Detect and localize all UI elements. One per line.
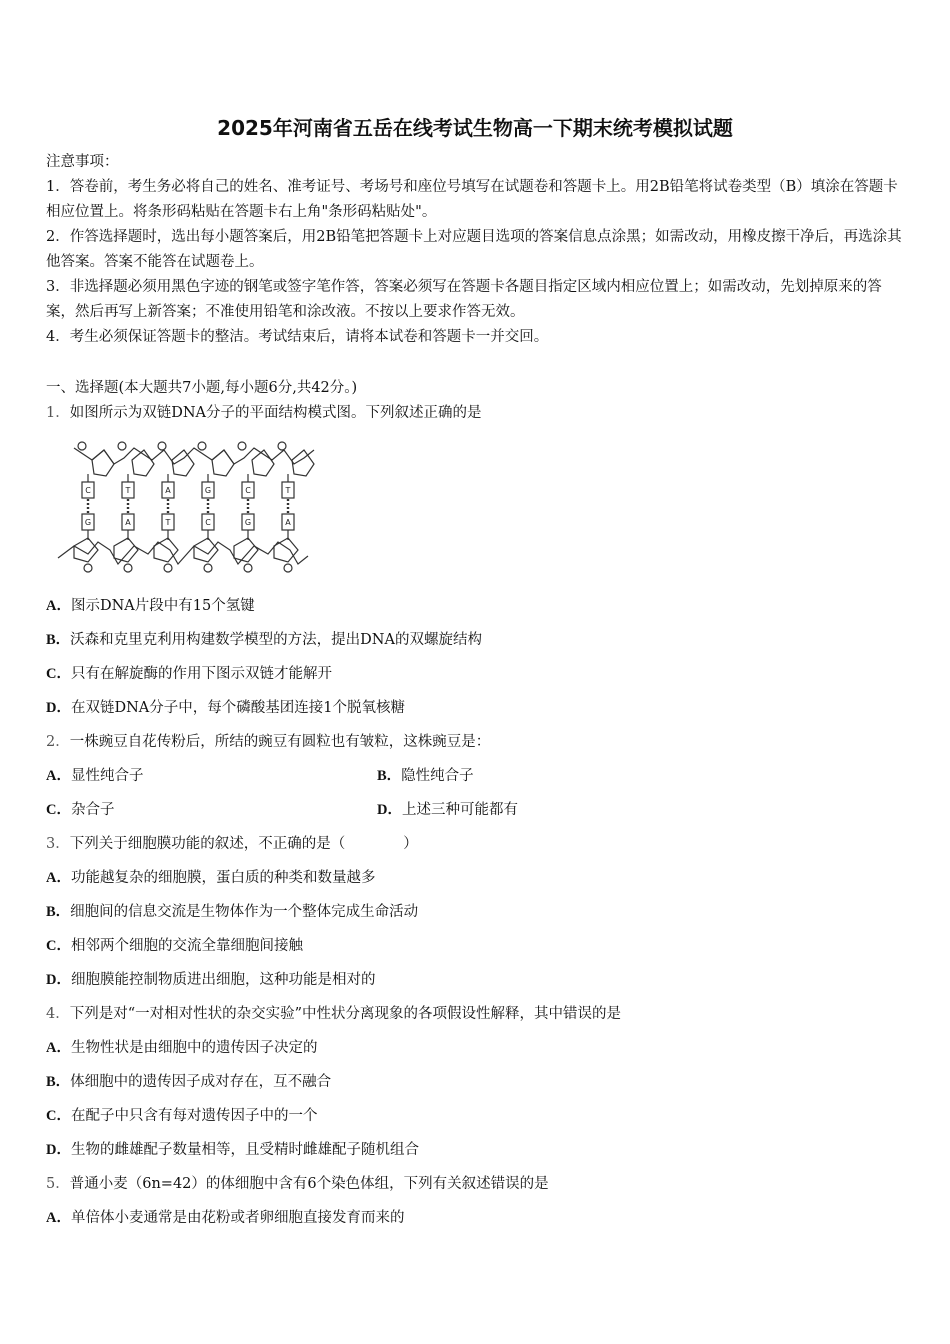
question-number: 1．	[46, 405, 70, 421]
dna-structure-diagram	[52, 438, 322, 576]
base-letter: T	[165, 518, 171, 527]
option: C．只有在解旋酶的作用下图示双链才能解开	[46, 666, 332, 682]
sugar-bottom	[194, 538, 218, 562]
phosphate-circle	[84, 564, 92, 572]
option: D．细胞膜能控制物质进出细胞，这种功能是相对的	[46, 972, 376, 988]
question-number: 4．	[46, 1006, 70, 1022]
phosphate-circle	[164, 564, 172, 572]
base-letter: G	[84, 518, 92, 527]
top-backbone	[74, 448, 314, 464]
question-2	[46, 730, 490, 751]
base-letter: T	[285, 486, 291, 495]
phosphate-circle	[244, 564, 252, 572]
option: C．杂合子	[46, 802, 115, 818]
base-letter: G	[244, 518, 252, 527]
section-heading: 一、选择题(本大题共7小题,每小题6分,共42分。)	[46, 380, 358, 396]
option: A．生物性状是由细胞中的遗传因子决定的	[46, 1040, 318, 1056]
base-letter: C	[205, 518, 211, 527]
sugar-top	[212, 450, 234, 476]
question-number: 5．	[46, 1176, 70, 1192]
notice-item: 4．考生必须保证答题卡的整洁。考试结束后，请将本试卷和答题卡一并交回。	[46, 329, 549, 345]
option: A．显性纯合子	[46, 768, 144, 784]
question-stem: 一株豌豆自花传粉后，所结的豌豆有圆粒也有皱粒，这株豌豆是：	[69, 734, 491, 750]
phosphate-circle	[198, 442, 206, 450]
phosphate-circle	[158, 442, 166, 450]
question-number: 3．	[46, 836, 70, 852]
question-stem: 下列关于细胞膜功能的叙述，不正确的是（ ）	[69, 836, 418, 852]
notice-item: 1．答卷前，考生务必将自己的姓名、准考证号、考场号和座位号填写在试题卷和答题卡上。用2B铅笔将试卷类型（B）填涂在答题卡相应位置上。将条形码粘贴在答题卡右上角"条形码粘贴处"。	[46, 179, 898, 220]
page-title: 2025年河南省五岳在线考试生物高一下期末统考模拟试题	[217, 116, 733, 140]
phosphate-circle	[278, 442, 286, 450]
sugar-bottom	[114, 538, 138, 562]
sugar-bottom	[234, 538, 258, 562]
question-5	[46, 1172, 549, 1193]
base-letter: G	[204, 486, 212, 495]
option: C．在配子中只含有每对遗传因子中的一个	[46, 1108, 318, 1124]
option: C．相邻两个细胞的交流全靠细胞间接触	[46, 938, 303, 954]
option: D．生物的雌雄配子数量相等，且受精时雌雄配子随机组合	[46, 1142, 419, 1158]
notice-item: 3．非选择题必须用黑色字迹的钢笔或签字笔作答，答案必须写在答题卡各题目指定区域内相应位置上；如需改动，先划掉原来的答案，然后再写上新答案；不准使用铅笔和涂改液。不按以上要求作答无效。	[46, 279, 882, 320]
notice-heading: 注意事项：	[46, 154, 119, 170]
sugar-top	[92, 450, 114, 476]
option: A．单倍体小麦通常是由花粉或者卵细胞直接发育而来的	[46, 1210, 405, 1226]
option: A．图示DNA片段中有15个氢键	[46, 598, 255, 614]
phosphate-circle	[238, 442, 246, 450]
phosphate-circle	[284, 564, 292, 572]
base-letter: A	[285, 518, 291, 527]
sugar-bottom	[74, 538, 98, 562]
option: B．体细胞中的遗传因子成对存在，互不融合	[46, 1074, 332, 1090]
notice-block	[46, 150, 908, 350]
base-letter: C	[245, 486, 251, 495]
base-letter: T	[125, 486, 131, 495]
phosphate-circle	[204, 564, 212, 572]
question-stem: 普通小麦（6n=42）的体细胞中含有6个染色体组，下列有关叙述错误的是	[69, 1176, 549, 1192]
question-4	[46, 1002, 621, 1023]
option: D．在双链DNA分子中，每个磷酸基团连接1个脱氧核糖	[46, 700, 405, 716]
question-number: 2．	[46, 734, 70, 750]
option: B．沃森和克里克利用构建数学模型的方法，提出DNA的双螺旋结构	[46, 632, 482, 648]
option: B．细胞间的信息交流是生物体作为一个整体完成生命活动	[46, 904, 419, 920]
base-letter: A	[125, 518, 131, 527]
notice-item: 2．作答选择题时，选出每小题答案后，用2B铅笔把答题卡上对应题目选项的答案信息点涂黑；如需改动，用橡皮擦干净后，再选涂其他答案。答案不能答在试题卷上。	[46, 229, 902, 270]
question-stem: 下列是对“一对相对性状的杂交实验”中性状分离现象的各项假设性解释，其中错误的是	[69, 1006, 622, 1022]
question-3	[46, 832, 418, 853]
option: B．隐性纯合子	[377, 768, 474, 784]
phosphate-circle	[124, 564, 132, 572]
base-letter: C	[85, 486, 91, 495]
phosphate-circle	[118, 442, 126, 450]
phosphate-circle	[78, 442, 86, 450]
option: A．功能越复杂的细胞膜，蛋白质的种类和数量越多	[46, 870, 376, 886]
question-stem: 如图所示为双链DNA分子的平面结构模式图。下列叙述正确的是	[69, 405, 482, 421]
base-letter: A	[165, 486, 171, 495]
option: D．上述三种可能都有	[377, 802, 518, 818]
question-1	[46, 401, 482, 422]
